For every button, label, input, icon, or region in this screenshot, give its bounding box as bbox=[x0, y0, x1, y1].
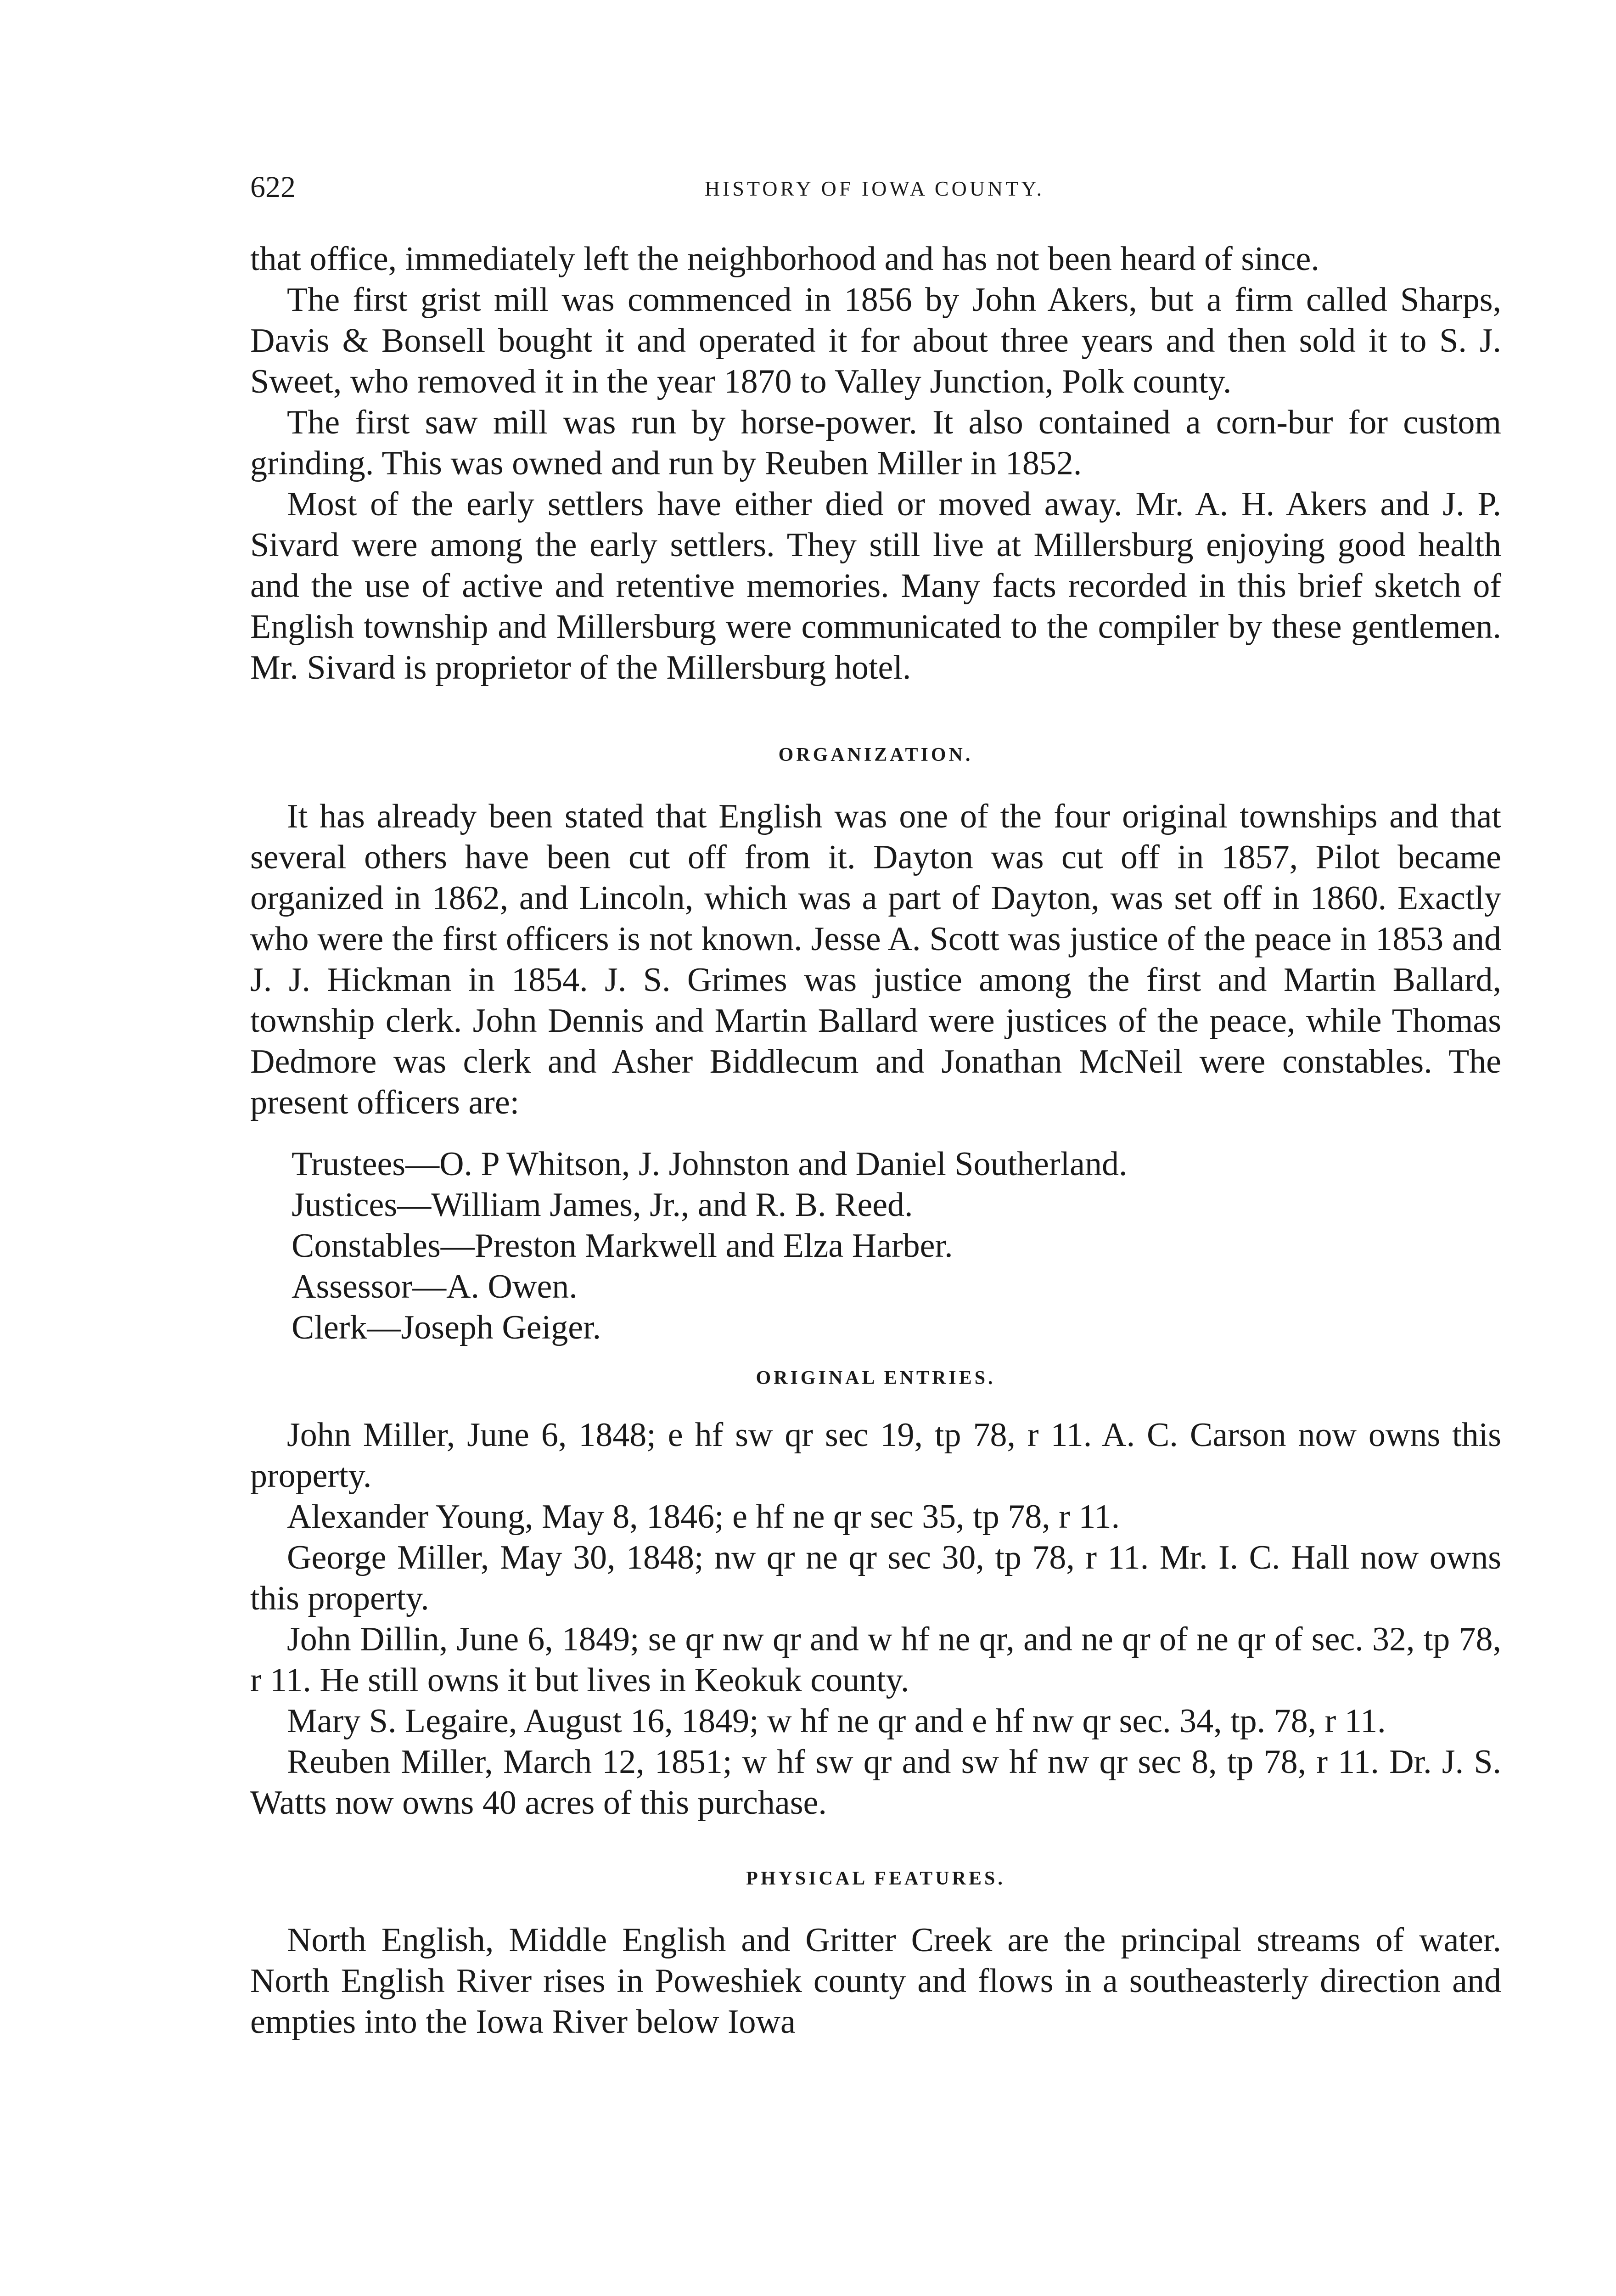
officer-clerk: Clerk—Joseph Geiger. bbox=[292, 1309, 601, 1346]
entry-john-miller: John Miller, June 6, 1848; e hf sw qr sec 19, tp 78, r 11. A. C. Carson now owns this property. bbox=[250, 1416, 1501, 1495]
officers-list bbox=[250, 1144, 1501, 1348]
officer-trustees: Trustees—O. P Whitson, J. Johnston and Daniel Southerland. bbox=[292, 1145, 1128, 1183]
paragraph-saw-mill: The first saw mill was run by horse-power. It also contained a corn-bur for custom grinding. This was owned and run by Reuben Miller in 1852. bbox=[250, 404, 1501, 482]
heading-organization: ORGANIZATION. bbox=[778, 744, 973, 765]
paragraph-grist-mill: The first grist mill was commenced in 1856 by John Akers, but a firm called Sharps, Davis & Bonsell bought it and operated it for about three years and then sold it to S. J. Sweet, who removed it in the year 1870 to Valley Junction, Polk county. bbox=[250, 281, 1501, 400]
paragraph-organization: It has already been stated that English was one of the four original townships and that several others have been cut off from it. Dayton was cut off in 1857, Pilot became organized in 1862, and Lincoln, which was a part of Dayton, was set off in 1860. Exactly who were the first officers is not known. Jesse A. Scott was justice of the peace in 1853 and J. J. Hickman in 1854. J. S. Grimes was justice among the first and Martin Ballard, township clerk. John Dennis and Martin Ballard were justices of the peace, while Thomas Dedmore was clerk and Asher Biddlecum and Jonathan McNeil were constables. The present officers are: bbox=[250, 798, 1501, 1121]
officer-constables: Constables—Preston Markwell and Elza Harber. bbox=[292, 1227, 953, 1265]
entry-mary-legaire: Mary S. Legaire, August 16, 1849; w hf ne qr and e hf nw qr sec. 34, tp. 78, r 11. bbox=[287, 1702, 1386, 1740]
running-head: HISTORY OF IOWA COUNTY. bbox=[704, 177, 1045, 200]
paragraph-physical-features: North English, Middle English and Gritter Creek are the principal streams of water. North English River rises in Poweshiek county and flows in a southeasterly direction and empties into the Iowa River below Iowa bbox=[250, 1921, 1501, 2041]
entry-alexander-young: Alexander Young, May 8, 1846; e hf ne qr sec 35, tp 78, r 11. bbox=[287, 1498, 1120, 1536]
officer-justices: Justices—William James, Jr., and R. B. Reed. bbox=[292, 1186, 913, 1224]
heading-physical-features: PHYSICAL FEATURES. bbox=[746, 1868, 1005, 1889]
entry-reuben-miller: Reuben Miller, March 12, 1851; w hf sw qr and sw hf nw qr sec 8, tp 78, r 11. Dr. J. S. Watts now owns 40 acres of this purchase. bbox=[250, 1743, 1501, 1822]
paragraph-continued: that office, immediately left the neighborhood and has not been heard of since. bbox=[250, 240, 1319, 278]
paragraph-early-settlers: Most of the early settlers have either died or moved away. Mr. A. H. Akers and J. P. Sivard were among the early settlers. They still live at Millersburg enjoying good health and the use of active and retentive memories. Many facts recorded in this brief sketch of English township and Millersburg were communicated to the compiler by these gentlemen. Mr. Sivard is proprietor of the Millersburg hotel. bbox=[250, 485, 1501, 687]
page-body bbox=[250, 239, 1501, 2043]
entry-george-miller: George Miller, May 30, 1848; nw qr ne qr sec 30, tp 78, r 11. Mr. I. C. Hall now owns this property. bbox=[250, 1539, 1501, 1617]
entry-john-dillin: John Dillin, June 6, 1849; se qr nw qr and w hf ne qr, and ne qr of ne qr of sec. 32, tp 78, r 11. He still owns it but lives in Keokuk county. bbox=[250, 1621, 1501, 1699]
page-number: 622 bbox=[250, 170, 296, 204]
officer-assessor: Assessor—A. Owen. bbox=[292, 1268, 578, 1306]
page-header bbox=[250, 169, 1499, 206]
heading-original-entries: ORIGINAL ENTRIES. bbox=[756, 1367, 996, 1389]
